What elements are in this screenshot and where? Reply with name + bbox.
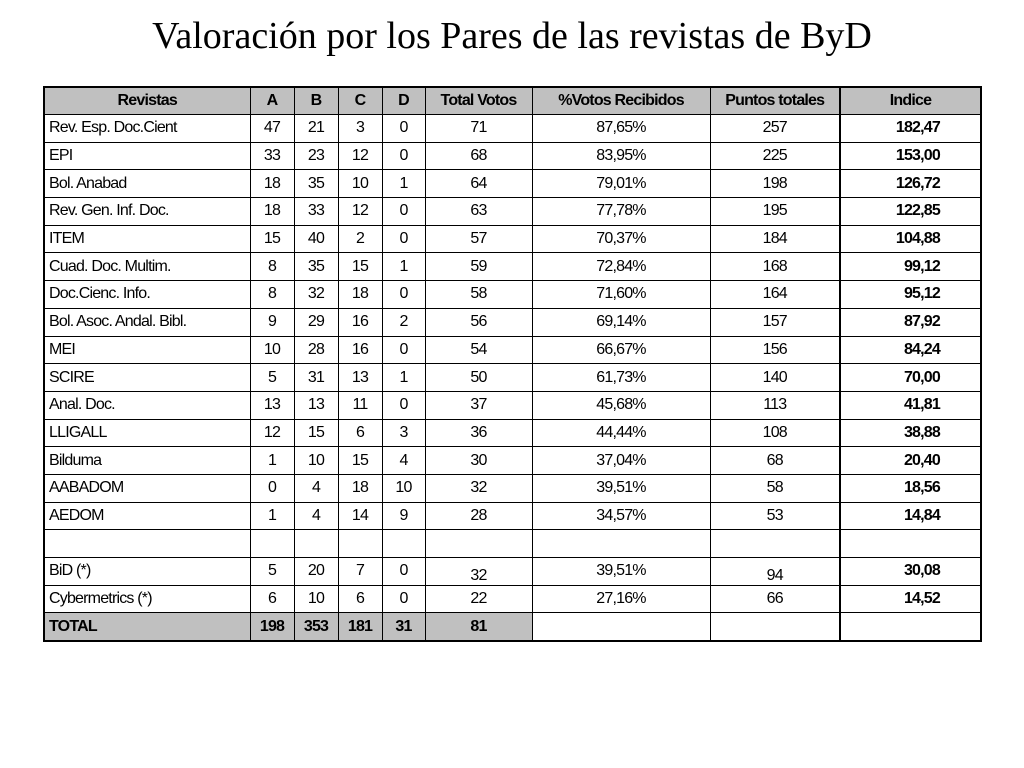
table-cell: 41,81 bbox=[840, 391, 981, 419]
table-cell: 64 bbox=[425, 170, 532, 198]
table-cell: 1 bbox=[250, 447, 294, 475]
total-cell: TOTAL bbox=[44, 613, 250, 641]
table-cell: 79,01% bbox=[532, 170, 710, 198]
table-row bbox=[44, 281, 981, 309]
table-cell: 9 bbox=[250, 308, 294, 336]
table-cell: 164 bbox=[710, 281, 840, 309]
table-cell: Bol. Anabad bbox=[44, 170, 250, 198]
empty-cell bbox=[44, 530, 250, 558]
table-cell: 14 bbox=[338, 502, 382, 530]
table-cell: 58 bbox=[710, 474, 840, 502]
table-row bbox=[44, 225, 981, 253]
table-cell: 0 bbox=[382, 336, 425, 364]
table-cell: 156 bbox=[710, 336, 840, 364]
table-cell: 15 bbox=[338, 253, 382, 281]
total-cell: 353 bbox=[294, 613, 338, 641]
table-cell: 184 bbox=[710, 225, 840, 253]
table-cell: 35 bbox=[294, 170, 338, 198]
table-row bbox=[44, 474, 981, 502]
table-cell: 68 bbox=[425, 142, 532, 170]
empty-cell bbox=[532, 613, 710, 641]
column-header: %Votos Recibidos bbox=[532, 87, 710, 115]
table-cell: Anal. Doc. bbox=[44, 391, 250, 419]
table-cell: 7 bbox=[338, 558, 382, 586]
table-cell: 11 bbox=[338, 391, 382, 419]
table-cell: 198 bbox=[710, 170, 840, 198]
table-cell: 28 bbox=[294, 336, 338, 364]
table-cell: AABADOM bbox=[44, 474, 250, 502]
table-cell: EPI bbox=[44, 142, 250, 170]
table-cell: 140 bbox=[710, 364, 840, 392]
table-cell: 87,65% bbox=[532, 115, 710, 143]
table-cell: 71,60% bbox=[532, 281, 710, 309]
table-cell: 54 bbox=[425, 336, 532, 364]
table-cell: Rev. Gen. Inf. Doc. bbox=[44, 198, 250, 226]
table-cell: 18 bbox=[338, 281, 382, 309]
table-cell: 9 bbox=[382, 502, 425, 530]
table-cell: 59 bbox=[425, 253, 532, 281]
column-header: B bbox=[294, 87, 338, 115]
table-cell: Bilduma bbox=[44, 447, 250, 475]
table-cell: 0 bbox=[382, 142, 425, 170]
table-cell: MEI bbox=[44, 336, 250, 364]
table-cell: 18,56 bbox=[840, 474, 981, 502]
table-cell: 12 bbox=[338, 198, 382, 226]
table-cell: 53 bbox=[710, 502, 840, 530]
table-cell: 61,73% bbox=[532, 364, 710, 392]
table-cell: 23 bbox=[294, 142, 338, 170]
table-cell: 32 bbox=[425, 558, 532, 586]
table-cell: 71 bbox=[425, 115, 532, 143]
table-cell: 39,51% bbox=[532, 474, 710, 502]
table-cell: 58 bbox=[425, 281, 532, 309]
table-row bbox=[44, 585, 981, 613]
empty-cell bbox=[710, 530, 840, 558]
table-cell: 77,78% bbox=[532, 198, 710, 226]
empty-cell bbox=[710, 613, 840, 641]
table-cell: 66 bbox=[710, 585, 840, 613]
table-cell: 10 bbox=[250, 336, 294, 364]
table-cell: 44,44% bbox=[532, 419, 710, 447]
table-cell: 14,52 bbox=[840, 585, 981, 613]
table-cell: 195 bbox=[710, 198, 840, 226]
table-cell: 0 bbox=[382, 115, 425, 143]
table-cell: 5 bbox=[250, 364, 294, 392]
table-cell: 33 bbox=[250, 142, 294, 170]
table-cell: 153,00 bbox=[840, 142, 981, 170]
header-row bbox=[44, 87, 981, 115]
table-row bbox=[44, 364, 981, 392]
table-cell: 257 bbox=[710, 115, 840, 143]
journals-table bbox=[43, 86, 982, 642]
table-cell: 4 bbox=[382, 447, 425, 475]
table-cell: 38,88 bbox=[840, 419, 981, 447]
table-cell: 14,84 bbox=[840, 502, 981, 530]
table-cell: 113 bbox=[710, 391, 840, 419]
table-cell: 83,95% bbox=[532, 142, 710, 170]
table-cell: LLIGALL bbox=[44, 419, 250, 447]
table-cell: 0 bbox=[382, 198, 425, 226]
table-cell: 84,24 bbox=[840, 336, 981, 364]
table-cell: 10 bbox=[294, 447, 338, 475]
table-cell: 13 bbox=[294, 391, 338, 419]
table-cell: 1 bbox=[382, 253, 425, 281]
table-cell: 30 bbox=[425, 447, 532, 475]
table-cell: 33 bbox=[294, 198, 338, 226]
table-cell: 87,92 bbox=[840, 308, 981, 336]
table-row bbox=[44, 419, 981, 447]
table-cell: 47 bbox=[250, 115, 294, 143]
empty-cell bbox=[382, 530, 425, 558]
table-cell: 13 bbox=[250, 391, 294, 419]
table-cell: 16 bbox=[338, 336, 382, 364]
table-row bbox=[44, 142, 981, 170]
table-row bbox=[44, 170, 981, 198]
total-cell: 31 bbox=[382, 613, 425, 641]
table-cell: 8 bbox=[250, 253, 294, 281]
table-cell: Bol. Asoc. Andal. Bibl. bbox=[44, 308, 250, 336]
table-cell: 0 bbox=[382, 585, 425, 613]
table-cell: SCIRE bbox=[44, 364, 250, 392]
table-cell: 57 bbox=[425, 225, 532, 253]
table-cell: 6 bbox=[338, 419, 382, 447]
table-cell: 0 bbox=[250, 474, 294, 502]
table-cell: 10 bbox=[338, 170, 382, 198]
table-cell: 2 bbox=[338, 225, 382, 253]
empty-cell bbox=[532, 530, 710, 558]
empty-cell bbox=[338, 530, 382, 558]
table-row bbox=[44, 447, 981, 475]
table-cell: 70,00 bbox=[840, 364, 981, 392]
table-cell: 20,40 bbox=[840, 447, 981, 475]
table-cell: 18 bbox=[250, 170, 294, 198]
table-cell: 1 bbox=[250, 502, 294, 530]
table-cell: 104,88 bbox=[840, 225, 981, 253]
table-cell: 20 bbox=[294, 558, 338, 586]
table-cell: 94 bbox=[710, 558, 840, 586]
table-cell: 40 bbox=[294, 225, 338, 253]
table-cell: 13 bbox=[338, 364, 382, 392]
table-cell: 15 bbox=[250, 225, 294, 253]
table-cell: 21 bbox=[294, 115, 338, 143]
table-cell: 28 bbox=[425, 502, 532, 530]
total-row bbox=[44, 613, 981, 641]
table-row bbox=[44, 558, 981, 586]
table-cell: Rev. Esp. Doc.Cient bbox=[44, 115, 250, 143]
table-cell: 31 bbox=[294, 364, 338, 392]
table-cell: AEDOM bbox=[44, 502, 250, 530]
table-cell: 0 bbox=[382, 281, 425, 309]
table-cell: ITEM bbox=[44, 225, 250, 253]
column-header: Total Votos bbox=[425, 87, 532, 115]
empty-cell bbox=[840, 530, 981, 558]
table-cell: 0 bbox=[382, 225, 425, 253]
table-cell: 3 bbox=[382, 419, 425, 447]
table-cell: 27,16% bbox=[532, 585, 710, 613]
column-header: C bbox=[338, 87, 382, 115]
empty-cell bbox=[840, 613, 981, 641]
table-cell: 1 bbox=[382, 364, 425, 392]
table-cell: 3 bbox=[338, 115, 382, 143]
column-header: A bbox=[250, 87, 294, 115]
table-cell: 16 bbox=[338, 308, 382, 336]
table-cell: 30,08 bbox=[840, 558, 981, 586]
table-cell: Cuad. Doc. Multim. bbox=[44, 253, 250, 281]
table-row bbox=[44, 198, 981, 226]
table-cell: 0 bbox=[382, 558, 425, 586]
table-cell: 22 bbox=[425, 585, 532, 613]
empty-cell bbox=[294, 530, 338, 558]
table-cell: 12 bbox=[338, 142, 382, 170]
table-cell: Doc.Cienc. Info. bbox=[44, 281, 250, 309]
table-cell: 36 bbox=[425, 419, 532, 447]
table-cell: 99,12 bbox=[840, 253, 981, 281]
table-cell: 56 bbox=[425, 308, 532, 336]
table-cell: 18 bbox=[338, 474, 382, 502]
table-row bbox=[44, 502, 981, 530]
table-row bbox=[44, 115, 981, 143]
blank-row bbox=[44, 530, 981, 558]
table-cell: 18 bbox=[250, 198, 294, 226]
table-cell: 68 bbox=[710, 447, 840, 475]
table-cell: 72,84% bbox=[532, 253, 710, 281]
table-cell: 37 bbox=[425, 391, 532, 419]
table-cell: 37,04% bbox=[532, 447, 710, 475]
total-cell: 198 bbox=[250, 613, 294, 641]
table-cell: 225 bbox=[710, 142, 840, 170]
table-cell: 95,12 bbox=[840, 281, 981, 309]
table-cell: 32 bbox=[294, 281, 338, 309]
table-cell: 32 bbox=[425, 474, 532, 502]
table-cell: 2 bbox=[382, 308, 425, 336]
table-cell: 126,72 bbox=[840, 170, 981, 198]
table-cell: 29 bbox=[294, 308, 338, 336]
column-header: Puntos totales bbox=[710, 87, 840, 115]
table-cell: 39,51% bbox=[532, 558, 710, 586]
table-cell: 5 bbox=[250, 558, 294, 586]
table-cell: 45,68% bbox=[532, 391, 710, 419]
table-cell: 182,47 bbox=[840, 115, 981, 143]
table-row bbox=[44, 391, 981, 419]
column-header: Revistas bbox=[44, 87, 250, 115]
table-cell: 157 bbox=[710, 308, 840, 336]
table-cell: 6 bbox=[250, 585, 294, 613]
column-header: D bbox=[382, 87, 425, 115]
table-cell: 10 bbox=[294, 585, 338, 613]
table-cell: 10 bbox=[382, 474, 425, 502]
table-cell: 66,67% bbox=[532, 336, 710, 364]
table-cell: 50 bbox=[425, 364, 532, 392]
table-cell: 63 bbox=[425, 198, 532, 226]
table-cell: 0 bbox=[382, 391, 425, 419]
empty-cell bbox=[425, 530, 532, 558]
table-cell: 168 bbox=[710, 253, 840, 281]
table-row bbox=[44, 308, 981, 336]
table-cell: 15 bbox=[338, 447, 382, 475]
table-cell: BiD (*) bbox=[44, 558, 250, 586]
column-header: Indice bbox=[840, 87, 981, 115]
table-cell: 1 bbox=[382, 170, 425, 198]
table-row bbox=[44, 336, 981, 364]
table-cell: 12 bbox=[250, 419, 294, 447]
page-title: Valoración por los Pares de las revistas de ByD bbox=[152, 15, 872, 57]
table-cell: 108 bbox=[710, 419, 840, 447]
table-row bbox=[44, 253, 981, 281]
table-cell: 15 bbox=[294, 419, 338, 447]
total-cell: 81 bbox=[425, 613, 532, 641]
table-cell: 8 bbox=[250, 281, 294, 309]
table-cell: 35 bbox=[294, 253, 338, 281]
empty-cell bbox=[250, 530, 294, 558]
table-cell: 69,14% bbox=[532, 308, 710, 336]
table-cell: Cybermetrics (*) bbox=[44, 585, 250, 613]
table-cell: 4 bbox=[294, 502, 338, 530]
table-cell: 34,57% bbox=[532, 502, 710, 530]
table-cell: 70,37% bbox=[532, 225, 710, 253]
table-cell: 4 bbox=[294, 474, 338, 502]
table-cell: 122,85 bbox=[840, 198, 981, 226]
total-cell: 181 bbox=[338, 613, 382, 641]
table-cell: 6 bbox=[338, 585, 382, 613]
